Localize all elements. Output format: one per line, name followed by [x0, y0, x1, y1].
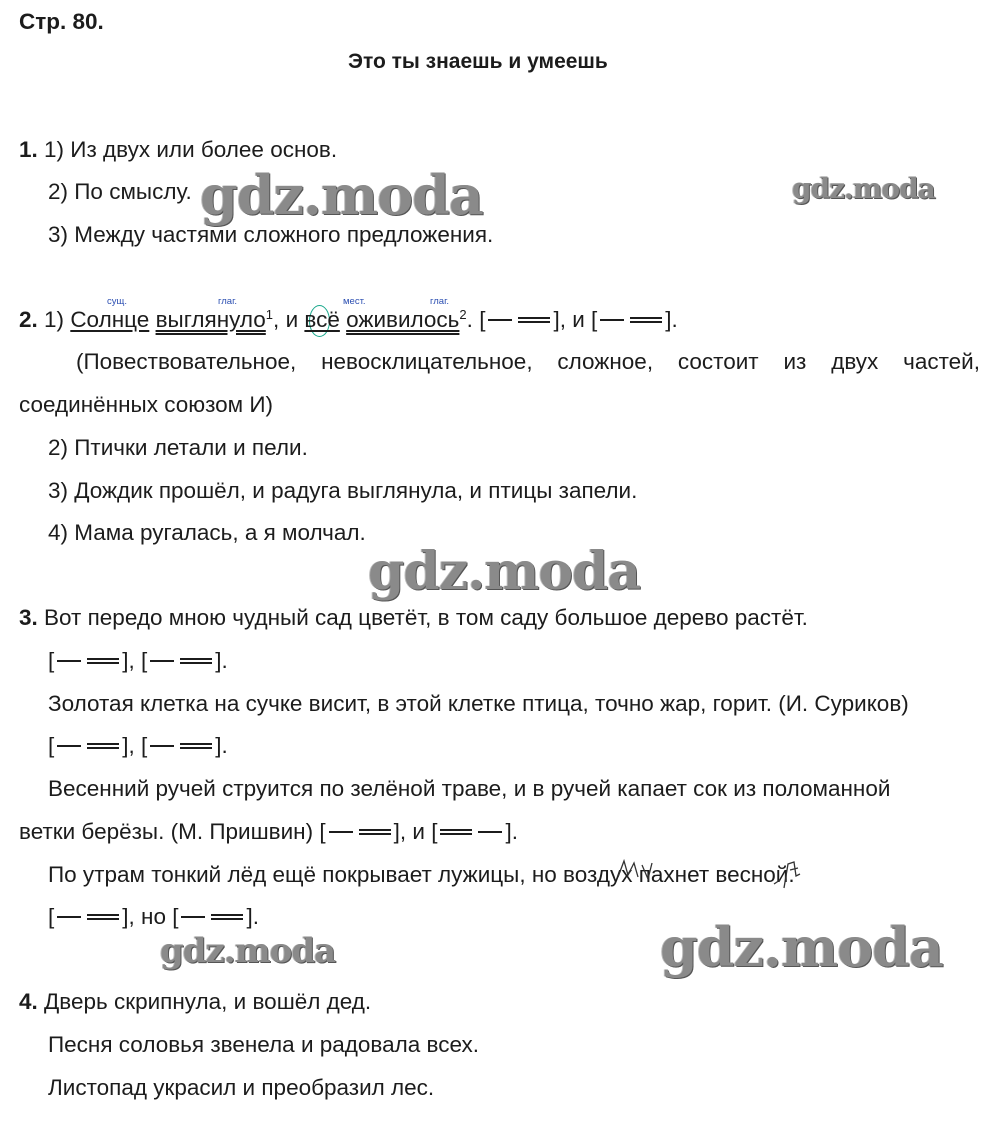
task-4-sentence-1: Дверь скрипнула, и вошёл дед. [44, 989, 372, 1014]
footnote-marker: 1 [265, 307, 274, 322]
footnote-marker: 2 [459, 307, 467, 322]
subject-mark [150, 660, 174, 662]
scheme-separator: ], [ [122, 733, 148, 758]
watermark: gdz.moda [660, 915, 943, 979]
task-3-sentence-2: Золотая клетка на сучке висит, в этой клетке птица, точно жар, горит. (И. Суриков) [48, 691, 909, 716]
pos-tag-noun: сущ. [107, 296, 127, 307]
watermark: gdz.moda [160, 931, 336, 971]
task-3-sentence-4: По утрам тонкий лёд ещё покрывает лужицы, но воздух пахнет весной. [48, 862, 795, 887]
pos-tag-verb: глаг. [430, 296, 450, 307]
bracket: ]. [215, 733, 228, 758]
scheme-separator: ], и [ [393, 819, 438, 844]
scheme-separator: ], и [ [553, 307, 598, 332]
pos-tag-verb: глаг. [218, 296, 238, 307]
pos-tag-pronoun: мест. [343, 296, 366, 307]
subject-mark [600, 319, 624, 321]
bracket: [ [48, 648, 55, 673]
task-2-line-1 [19, 306, 678, 334]
predicate-mark [87, 914, 119, 920]
task-1-item-1: 1) Из двух или более основ. [44, 137, 338, 162]
sentence-scheme [48, 647, 228, 675]
task-3-sentence-3a: Весенний ручей струится по зелёной траве, и в ручей капает сок из поломанной [48, 776, 891, 801]
task-number: 4. [19, 989, 38, 1014]
task-1-line-1 [19, 136, 337, 164]
task-4-line-1 [19, 988, 371, 1016]
period: . [466, 307, 473, 332]
bracket: [ [479, 307, 486, 332]
task-3-sentence-3b: ветки берёзы. (М. Пришвин) [19, 819, 314, 844]
subject-mark [181, 916, 205, 918]
sentence-scheme [48, 732, 228, 760]
task-2-item-2: 2) Птички летали и пели. [48, 435, 308, 460]
bracket: [ [48, 733, 55, 758]
item-prefix: 1) [44, 307, 65, 332]
subject-mark [57, 745, 81, 747]
subject-mark [488, 319, 512, 321]
bracket: ]. [505, 819, 518, 844]
task-3-line-1 [19, 604, 808, 632]
watermark: gdz.moda [200, 163, 483, 227]
predicate-mark [87, 658, 119, 664]
task-4-sentence-3: Листопад украсил и преобразил лес. [48, 1075, 435, 1100]
conjunction-word: и [285, 307, 299, 332]
task-2-description-2: соединённых союзом И) [19, 392, 274, 417]
predicate-mark [180, 658, 212, 664]
sentence-scheme [479, 307, 678, 332]
sentence-scheme [48, 903, 259, 931]
task-1-item-3: 3) Между частями сложного предложения. [48, 222, 494, 247]
task-4-sentence-2: Песня соловья звенела и радовала всех. [48, 1032, 480, 1057]
bracket: [ [319, 819, 326, 844]
predicate-mark [180, 743, 212, 749]
subject-word: всё [304, 307, 340, 332]
watermark: gdz.moda [792, 172, 935, 205]
predicate-word: выглянуло [155, 307, 266, 332]
bracket: ]. [665, 307, 678, 332]
scheme-separator: ], [ [122, 648, 148, 673]
task-1-item-2: 2) По смыслу. [48, 179, 192, 204]
subject-mark [57, 660, 81, 662]
predicate-mark [440, 829, 472, 835]
subject-mark [150, 745, 174, 747]
handwritten-mark [770, 858, 806, 892]
section-title: Это ты знаешь и умеешь [348, 50, 608, 73]
predicate-mark [87, 743, 119, 749]
page-number: Стр. 80. [19, 9, 104, 34]
task-3-line-3b [19, 818, 518, 846]
bracket: ]. [246, 904, 259, 929]
task-2-item-4: 4) Мама ругалась, а я молчал. [48, 520, 366, 545]
task-number: 3. [19, 605, 38, 630]
bracket: [ [48, 904, 55, 929]
comma: , [273, 307, 280, 332]
task-3-sentence-1: Вот передо мною чудный сад цветёт, в том саду большое дерево растёт. [44, 605, 808, 630]
subject-mark [478, 831, 502, 833]
subject-word: Солнце [70, 307, 150, 332]
predicate-mark [630, 317, 662, 323]
task-2-item-3: 3) Дождик прошёл, и радуга выглянула, и птицы запели. [48, 478, 638, 503]
watermark: gdz.moda [368, 541, 641, 602]
predicate-mark [211, 914, 243, 920]
predicate-word: оживилось [346, 307, 460, 332]
subject-mark [57, 916, 81, 918]
task-number: 1. [19, 137, 38, 162]
scheme-separator: ], но [ [122, 904, 179, 929]
predicate-mark [518, 317, 550, 323]
task-2-description-1: (Повествовательное, невосклицательное, сложное, состоит из двух частей, [76, 349, 980, 374]
handwritten-mark [612, 855, 662, 887]
bracket: ]. [215, 648, 228, 673]
subject-mark [329, 831, 353, 833]
sentence-scheme [319, 819, 518, 844]
predicate-mark [359, 829, 391, 835]
task-number: 2. [19, 307, 38, 332]
